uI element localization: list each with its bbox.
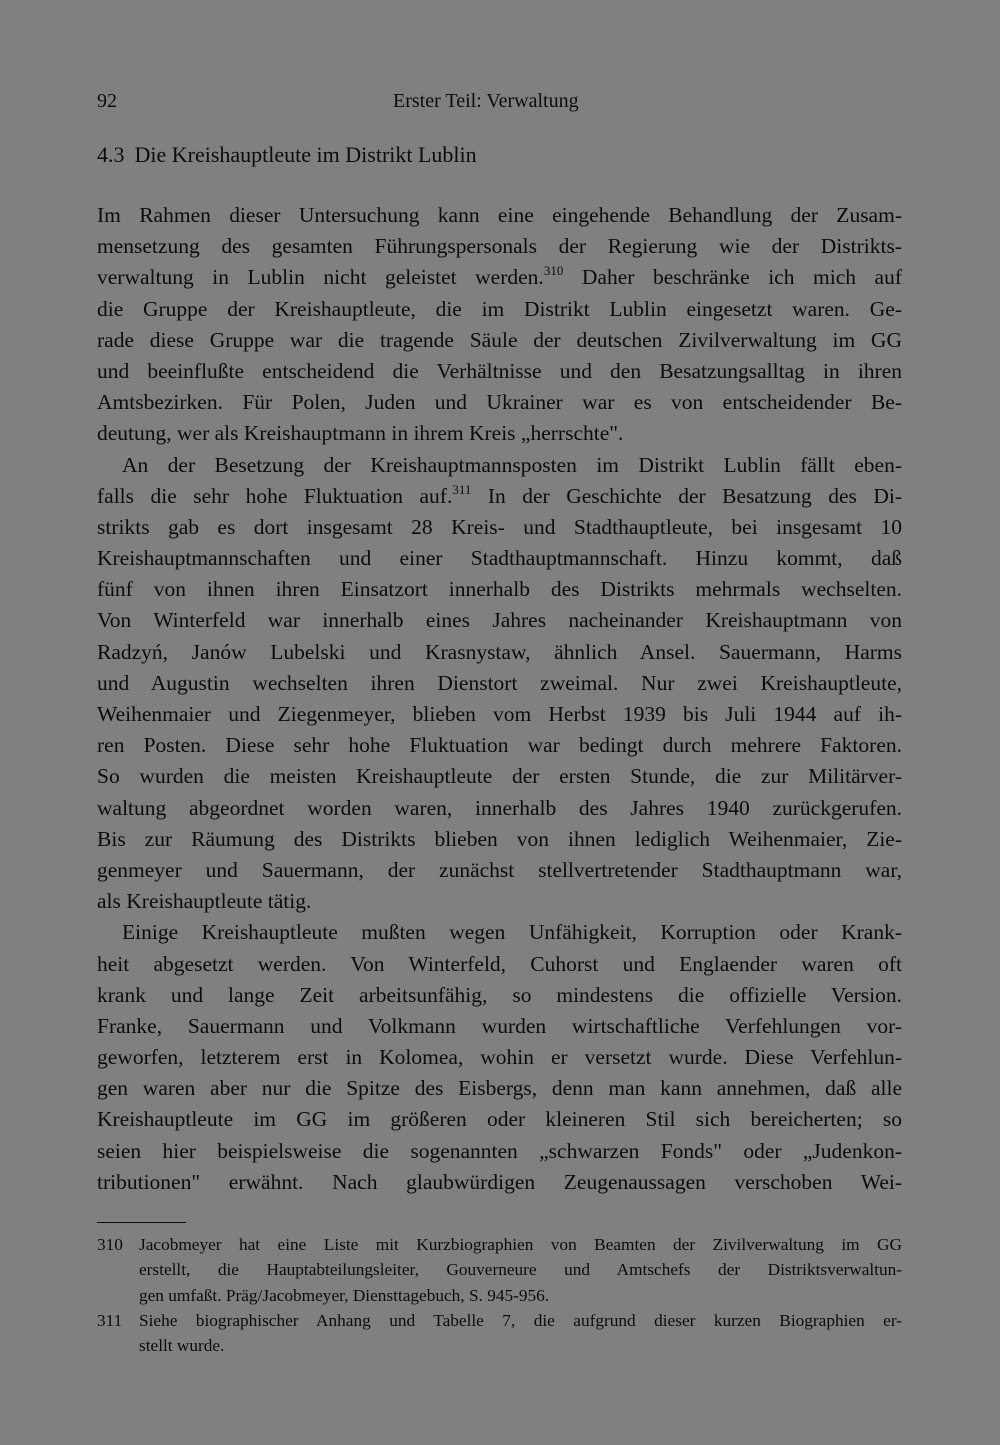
body-line: So wurden die meisten Kreishauptleute der ersten Stunde, die zur Militärver-	[97, 764, 902, 789]
footnote-line	[97, 1232, 902, 1257]
body-line-text: Daher beschränke ich mich auf	[581, 265, 903, 290]
body-line	[97, 481, 902, 512]
page-number: 92	[97, 90, 117, 112]
footnote-text: gen umfaßt. Präg/Jacobmeyer, Diensttagebuch, S. 945-956.	[139, 1285, 550, 1305]
body-line: Im Rahmen dieser Untersuchung kann eine eingehende Behandlung der Zusam-	[97, 203, 902, 227]
footnote-line	[97, 1333, 902, 1358]
body-line: heit abgesetzt werden. Von Winterfeld, Cuhorst und Englaender waren oft	[97, 951, 902, 976]
footnote-line	[97, 1308, 902, 1333]
body-line: Radzyń, Janów Lubelski und Krasnystaw, ähnlich Ansel. Sauermann, Harms	[97, 639, 902, 664]
body-text	[97, 200, 902, 1198]
body-line: geworfen, letzterem erst in Kolomea, wohin er versetzt wurde. Diese Verfehlun-	[97, 1045, 902, 1070]
footnote-ref: 311	[452, 481, 472, 497]
body-line: Kreishauptleute im GG im größeren oder kleineren Stil sich bereicherten; so	[97, 1107, 902, 1132]
footnote-number: 310	[97, 1235, 123, 1254]
body-line-text: In der Geschichte der Besatzung des Di-	[487, 483, 903, 508]
section-title: Die Kreishauptleute im Distrikt Lublin	[134, 142, 477, 167]
body-line: krank und lange Zeit arbeitsunfähig, so mindestens die offizielle Version.	[97, 982, 902, 1007]
body-line: und Augustin wechselten ihren Dienstort zweimal. Nur zwei Kreishauptleute,	[97, 670, 902, 695]
body-line: strikts gab es dort insgesamt 28 Kreis- und Stadthauptleute, bei insgesamt 10	[97, 514, 902, 539]
body-line: als Kreishauptleute tätig.	[97, 889, 312, 914]
body-line: mensetzung des gesamten Führungspersonals der Regierung wie der Distrikts-	[97, 234, 902, 259]
footnote-text: Jacobmeyer hat eine Liste mit Kurzbiographien von Beamten der Zivilverwaltung im GG	[139, 1235, 902, 1254]
body-line: Franke, Sauermann und Volkmann wurden wirtschaftliche Verfehlungen vor-	[97, 1013, 902, 1038]
footnote-number: 311	[97, 1310, 123, 1330]
footnote-divider	[97, 1222, 186, 1223]
body-line: Bis zur Räumung des Distrikts blieben von ihnen lediglich Weihenmaier, Zie-	[97, 826, 902, 851]
footnote-ref: 310	[543, 263, 564, 279]
body-line: An der Besetzung der Kreishauptmannsposten im Distrikt Lublin fällt eben-	[122, 452, 902, 477]
body-line: tributionen" erwähnt. Nach glaubwürdigen Zeugenaussagen verschoben Wei-	[97, 1169, 902, 1194]
body-line: die Gruppe der Kreishauptleute, die im Distrikt Lublin eingesetzt waren. Ge-	[97, 296, 902, 321]
body-line: Von Winterfeld war innerhalb eines Jahres nacheinander Kreishauptmann von	[97, 608, 902, 633]
footnotes	[97, 1232, 902, 1358]
body-line: und beeinflußte entscheidend die Verhältnisse und den Besatzungsalltag in ihren	[97, 358, 902, 383]
body-line: fünf von ihnen ihren Einsatzort innerhalb des Distrikts mehrmals wechselten.	[97, 577, 902, 602]
body-line: deutung, wer als Kreishauptmann in ihrem Kreis „herrschte".	[97, 421, 624, 446]
body-line: rade diese Gruppe war die tragende Säule der deutschen Zivilverwaltung im GG	[97, 327, 902, 352]
footnote-text: erstellt, die Hauptabteilungsleiter, Gouverneure und Amtschefs der Distriktsverwaltun-	[139, 1260, 902, 1280]
footnote-text: stellt wurde.	[139, 1336, 225, 1356]
section-heading	[97, 139, 477, 171]
body-line: waltung abgeordnet worden waren, innerhalb des Jahres 1940 zurückgerufen.	[97, 795, 902, 820]
body-line: Amtsbezirken. Für Polen, Juden und Ukrainer war es von entscheidender Be-	[97, 390, 902, 415]
running-head: Erster Teil: Verwaltung	[393, 90, 579, 112]
body-line: Kreishauptmannschaften und einer Stadthauptmannschaft. Hinzu kommt, daß	[97, 546, 902, 571]
footnote-line	[97, 1283, 902, 1308]
footnote-line	[97, 1257, 902, 1282]
body-line: ren Posten. Diese sehr hohe Fluktuation war bedingt durch mehrere Faktoren.	[97, 733, 902, 758]
body-line-text: verwaltung in Lublin nicht geleistet werden.	[97, 265, 544, 290]
body-line: seien hier beispielsweise die sogenannten „schwarzen Fonds" oder „Judenkon-	[97, 1138, 902, 1163]
body-line: Weihenmaier und Ziegenmeyer, blieben vom Herbst 1939 bis Juli 1944 auf ih-	[97, 702, 902, 726]
body-line: genmeyer und Sauermann, der zunächst stellvertretender Stadthauptmann war,	[97, 857, 902, 882]
body-line-text: falls die sehr hohe Fluktuation auf.	[97, 483, 453, 508]
body-line: Einige Kreishauptleute mußten wegen Unfähigkeit, Korruption oder Krank-	[122, 920, 902, 945]
body-line	[97, 262, 902, 293]
footnote-text: Siehe biographischer Anhang und Tabelle 7, die aufgrund dieser kurzen Biographien er-	[139, 1310, 902, 1330]
section-number: 4.3	[97, 142, 125, 167]
page-header	[97, 86, 902, 116]
body-line: gen waren aber nur die Spitze des Eisbergs, denn man kann annehmen, daß alle	[97, 1076, 902, 1101]
